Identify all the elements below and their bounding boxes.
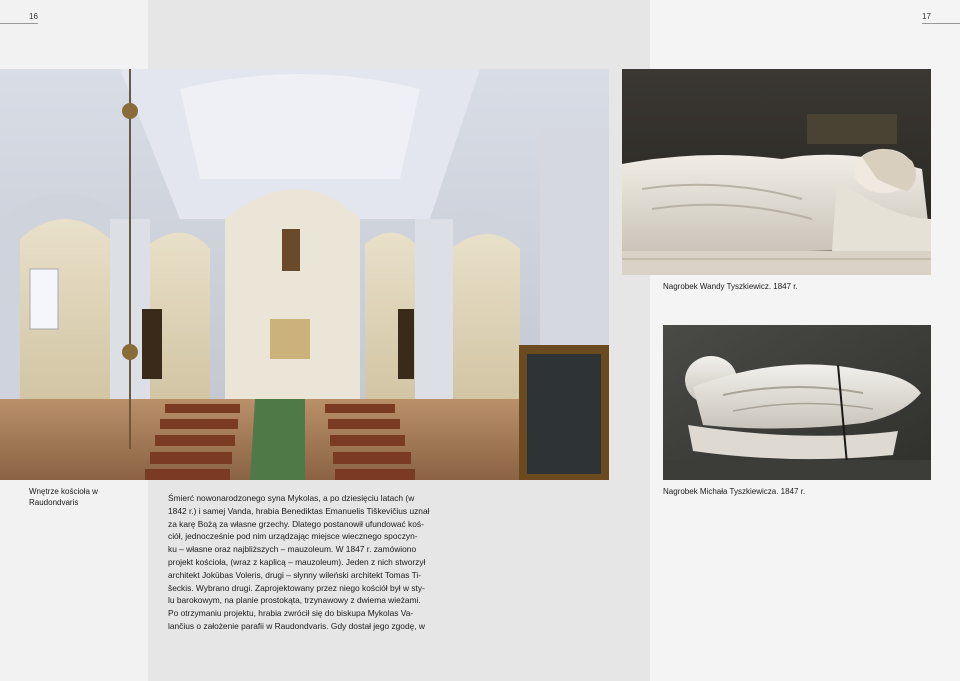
body-line: projekt kościoła, (wraz z kaplicą – mauzoleum). Jeden z nich stworzył bbox=[168, 556, 426, 567]
left-page-rule bbox=[0, 23, 38, 24]
tomb-michal-photo bbox=[663, 325, 931, 480]
marble-tomb-effigy-photo-icon bbox=[622, 69, 931, 275]
body-line: šeckis. Wybrano drugi. Zaprojektowany przez niego kościół był w sty- bbox=[168, 582, 425, 593]
caption-tomb-wanda: Nagrobek Wandy Tyszkiewicz. 1847 r. bbox=[663, 282, 798, 291]
caption-tomb-michal: Nagrobek Michała Tyszkiewicza. 1847 r. bbox=[663, 487, 806, 496]
church-interior-photo bbox=[0, 69, 609, 480]
church-nave-photo-icon bbox=[0, 69, 609, 480]
body-line: architekt Jokūbas Voleris, drugi – słynny wileński architekt Tomas Ti- bbox=[168, 569, 422, 580]
marble-infant-tomb-photo-icon bbox=[663, 325, 931, 480]
body-line: ku – własne oraz najbliższych – mauzoleum. W 1847 r. zamówiono bbox=[168, 544, 417, 555]
body-line: lančius o założenie parafii w Raudondvaris. Gdy dostał jego zgodę, w bbox=[168, 620, 425, 631]
body-line: lu barokowym, na planie prostokąta, trzynawowy z dwiema wieżami. bbox=[168, 595, 421, 606]
body-line: ciół, jednocześnie pod nim urządzając miejsce wiecznego spoczyn- bbox=[168, 531, 418, 542]
body-line: za karę Bożą za własne grzechy. Dlatego postanowił ufundować koś- bbox=[168, 518, 424, 529]
body-line: Po otrzymaniu projektu, hrabia zwrócił się do biskupa Mykolas Va- bbox=[168, 608, 414, 619]
right-page-rule bbox=[922, 23, 960, 24]
tomb-wanda-photo bbox=[622, 69, 931, 275]
caption-church-interior bbox=[29, 486, 98, 508]
body-paragraph bbox=[168, 492, 444, 633]
body-line: Śmierć nowonarodzonego syna Mykolas, a po dziesięciu latach (w bbox=[168, 493, 415, 503]
right-page-number: 17 bbox=[922, 12, 931, 21]
caption-interior-line-1: Wnętrze kościoła w bbox=[29, 487, 98, 496]
left-page-number: 16 bbox=[29, 12, 38, 21]
body-line: 1842 r.) i samej Vanda, hrabia Benediktas Emanuelis Tiškevičius uznał bbox=[168, 505, 430, 516]
caption-interior-line-2: Raudondvaris bbox=[29, 498, 79, 507]
